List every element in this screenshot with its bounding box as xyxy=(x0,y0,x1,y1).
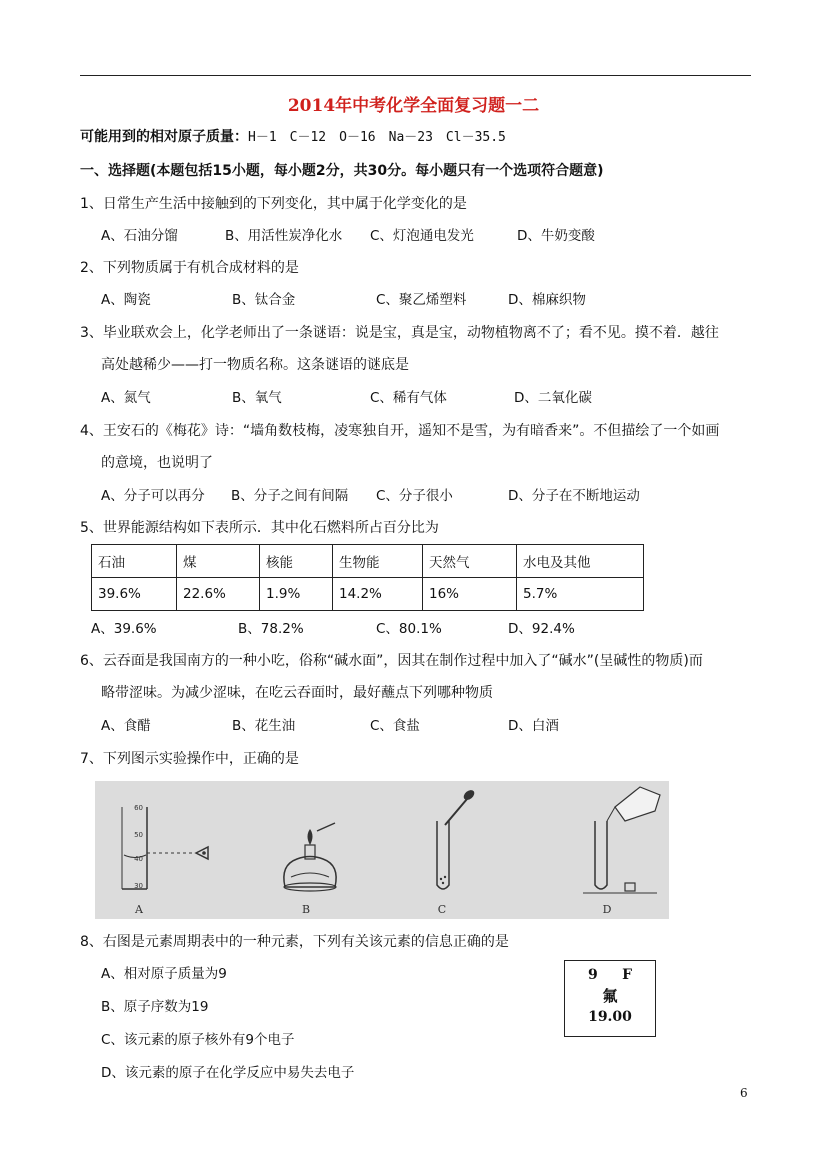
element-name: 氟 xyxy=(602,987,618,1005)
question-3-stem-cont: 高处越稀少——打一物质名称。这条谜语的谜底是 xyxy=(101,357,409,373)
q6-option-c: C、食盐 xyxy=(370,718,420,734)
question-5-stem: 5、世界能源结构如下表所示．其中化石燃料所占百分比为 xyxy=(80,520,439,536)
table-header-cell: 石油 xyxy=(92,545,177,578)
table-header-row xyxy=(92,545,644,578)
element-number: 9 xyxy=(587,967,598,983)
q2-option-d: D、棉麻织物 xyxy=(508,292,586,308)
figure-label-c: C xyxy=(437,903,447,916)
q3-option-d: D、二氧化碳 xyxy=(514,390,592,406)
q1-option-c: C、灯泡通电发光 xyxy=(370,228,474,244)
element-card-fluorine xyxy=(564,960,656,1037)
q3-option-a: A、氮气 xyxy=(101,390,151,406)
element-mass: 19.00 xyxy=(588,1009,632,1025)
q4-option-d: D、分子在不断地运动 xyxy=(508,488,640,504)
q5-option-a: A、39.6% xyxy=(91,621,157,637)
table-cell: 39.6% xyxy=(92,578,177,611)
element-symbol: F xyxy=(622,967,633,983)
table-cell: 16% xyxy=(423,578,517,611)
table-header-cell: 煤 xyxy=(177,545,260,578)
q8-option-b: B、原子序数为19 xyxy=(101,999,209,1015)
q4-option-c: C、分子很小 xyxy=(376,488,453,504)
question-2-stem: 2、下列物质属于有机合成材料的是 xyxy=(80,260,299,276)
atomic-mass-line xyxy=(80,127,506,148)
q1-option-b: B、用活性炭净化水 xyxy=(225,228,343,244)
q2-option-c: C、聚乙烯塑料 xyxy=(376,292,467,308)
atomic-mass-values: H－1 C－12 O－16 Na－23 Cl－35.5 xyxy=(248,130,506,145)
table-row xyxy=(92,578,644,611)
page-title: 2014年中考化学全面复习题一二 xyxy=(287,96,540,116)
q4-option-b: B、分子之间有间隔 xyxy=(231,488,349,504)
cylinder-tick-label: 50 xyxy=(134,831,143,839)
q8-option-d: D、该元素的原子在化学反应中易失去电子 xyxy=(101,1065,355,1081)
cylinder-tick-label: 40 xyxy=(134,855,143,863)
question-3-stem: 3、毕业联欢会上，化学老师出了一条谜语：说是宝，真是宝，动物植物离不了；看不见。摸不着．越往 xyxy=(80,325,719,341)
q3-option-c: C、稀有气体 xyxy=(370,390,447,406)
dropper-test-tube-icon xyxy=(437,788,476,889)
q5-option-c: C、80.1% xyxy=(376,621,442,637)
q2-option-a: A、陶瓷 xyxy=(101,292,151,308)
question-4-stem: 4、王安石的《梅花》诗：“墙角数枝梅，凌寒独自开，遥知不是雪，为有暗香来”。不但描绘了一个如画 xyxy=(80,423,720,439)
energy-table xyxy=(91,544,644,611)
table-cell: 14.2% xyxy=(333,578,423,611)
question-6-stem-cont: 略带涩味。为减少涩味，在吃云吞面时，最好蘸点下列哪种物质 xyxy=(101,685,493,701)
q6-option-a: A、食醋 xyxy=(101,718,151,734)
pouring-solid-icon xyxy=(583,787,660,893)
section-heading: 一、选择题(本题包括15小题，每小题2分，共30分。每小题只有一个选项符合题意) xyxy=(80,163,604,179)
q1-option-a: A、石油分馏 xyxy=(101,228,178,244)
q2-option-b: B、钛合金 xyxy=(232,292,296,308)
header-rule xyxy=(80,75,751,76)
q8-option-c: C、该元素的原子核外有9个电子 xyxy=(101,1032,295,1048)
q8-option-a: A、相对原子质量为9 xyxy=(101,966,227,982)
atomic-mass-label: 可能用到的相对原子质量： xyxy=(80,129,248,145)
table-cell: 22.6% xyxy=(177,578,260,611)
q1-option-d: D、牛奶变酸 xyxy=(517,228,595,244)
cylinder-tick-label: 60 xyxy=(134,804,143,812)
question-6-stem: 6、云吞面是我国南方的一种小吃，俗称“碱水面”，因其在制作过程中加入了“碱水”(呈碱性的物质)而 xyxy=(80,653,703,669)
table-header-cell: 核能 xyxy=(260,545,333,578)
alcohol-lamp-icon xyxy=(284,823,336,891)
q5-option-d: D、92.4% xyxy=(508,621,575,637)
table-header-cell: 天然气 xyxy=(423,545,517,578)
lab-operations-drawing xyxy=(95,781,669,919)
question-1-stem: 1、日常生产生活中接触到的下列变化，其中属于化学变化的是 xyxy=(80,196,467,212)
table-cell: 5.7% xyxy=(517,578,644,611)
graduated-cylinder-icon xyxy=(122,807,208,889)
figure-label-a: A xyxy=(135,903,143,916)
q6-option-d: D、白酒 xyxy=(508,718,559,734)
q6-option-b: B、花生油 xyxy=(232,718,296,734)
table-header-cell: 生物能 xyxy=(333,545,423,578)
page-number: 6 xyxy=(740,1086,748,1100)
table-cell: 1.9% xyxy=(260,578,333,611)
question-4-stem-cont: 的意境，也说明了 xyxy=(101,455,213,471)
q3-option-b: B、氧气 xyxy=(232,390,282,406)
cylinder-tick-label: 30 xyxy=(134,882,143,890)
question-8-stem: 8、右图是元素周期表中的一种元素，下列有关该元素的信息正确的是 xyxy=(80,934,509,950)
lab-operations-figure xyxy=(95,781,669,919)
q4-option-a: A、分子可以再分 xyxy=(101,488,205,504)
figure-label-b: B xyxy=(301,903,311,916)
figure-label-d: D xyxy=(602,903,612,916)
table-header-cell: 水电及其他 xyxy=(517,545,644,578)
q5-option-b: B、78.2% xyxy=(238,621,304,637)
question-7-stem: 7、下列图示实验操作中，正确的是 xyxy=(80,751,299,767)
element-number-symbol xyxy=(565,967,655,983)
